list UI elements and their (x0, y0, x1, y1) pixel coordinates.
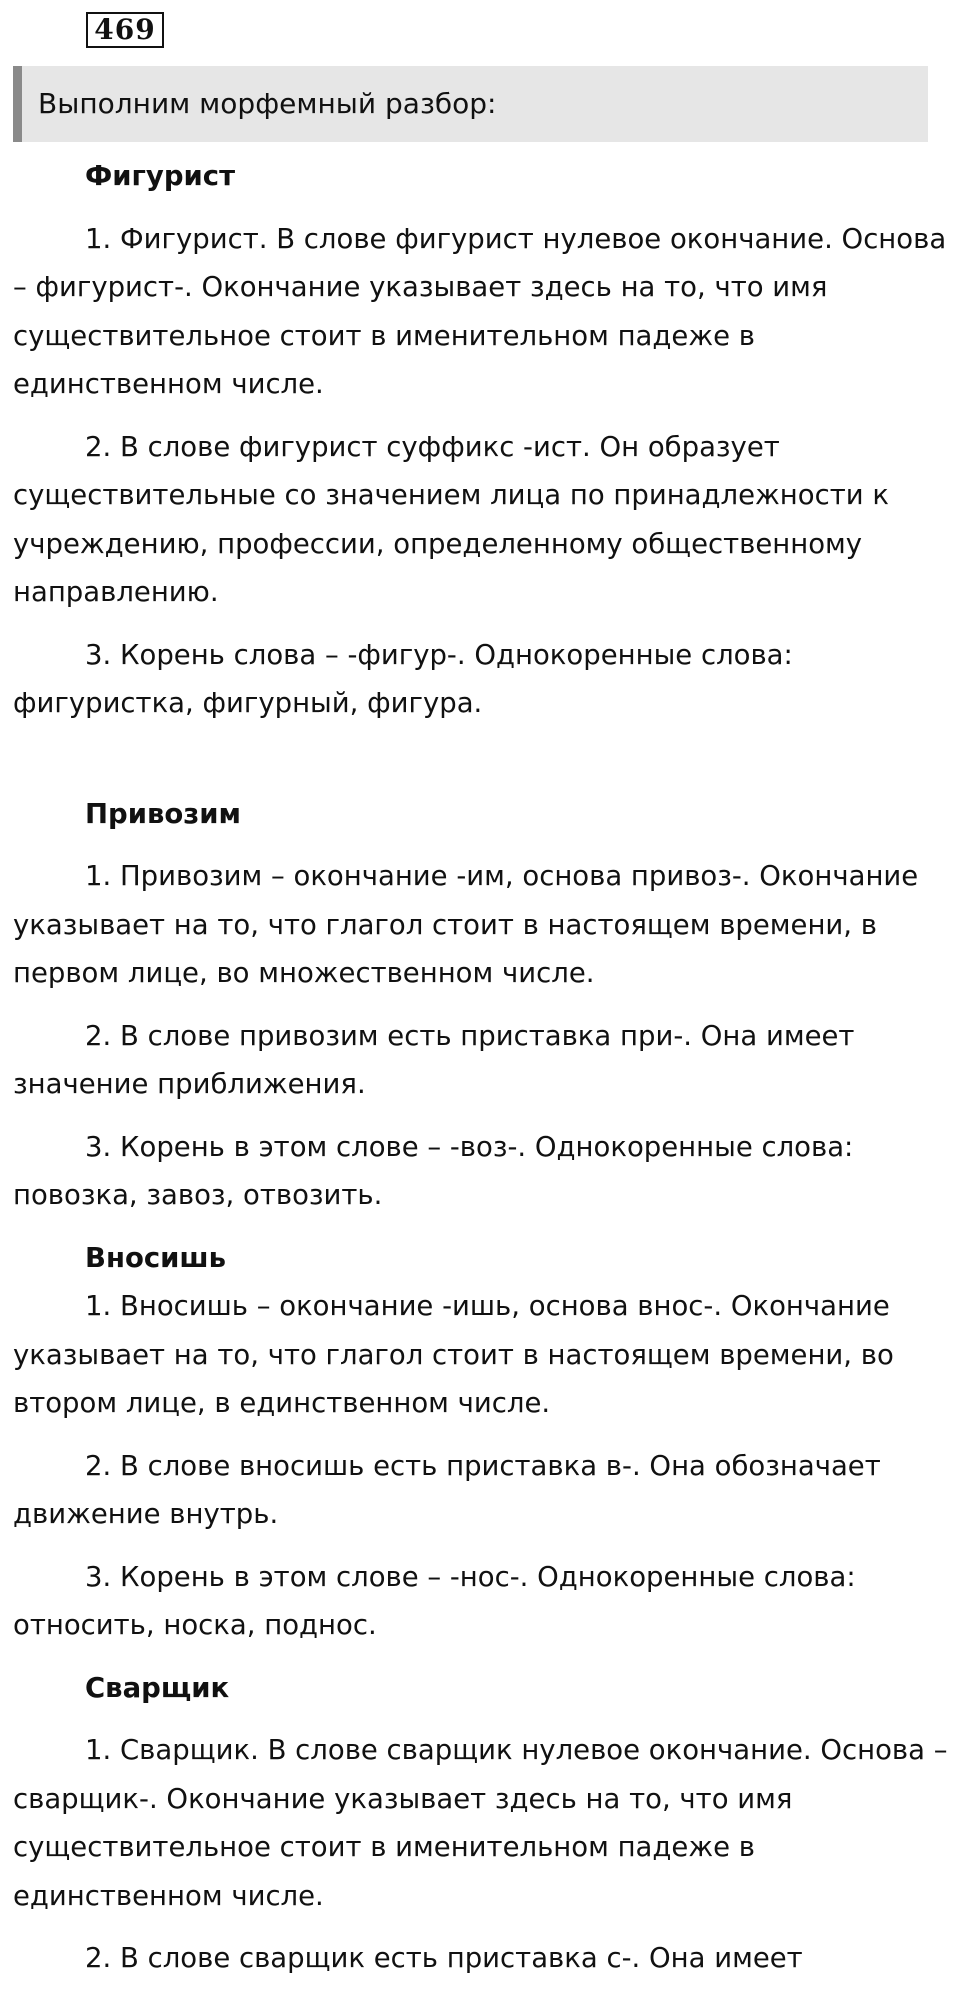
intro-text: Выполним морфемный разбор: (38, 87, 497, 120)
section-title: Сварщик (85, 1671, 230, 1704)
paragraph: 2. В слове привозим есть приставка при-. Она имеет значение приближения. (13, 1019, 855, 1100)
intro-banner (13, 66, 928, 142)
section-title: Вносишь (85, 1241, 227, 1274)
section-svarshchik (13, 1664, 948, 1983)
paragraph: 1. Сварщик. В слове сварщик нулевое окончание. Основа – сварщик-. Окончание указывает здесь на то, что имя существительное стоит в именительном падеже в единственном числе. (13, 1734, 948, 1912)
section-figurist (13, 152, 948, 728)
task-number: 469 (86, 12, 164, 48)
paragraph: 1. Вносишь – окончание -ишь, основа внос-. Окончание указывает на то, что глагол стоит в настоящем времени, во втором лице, в единственном числе. (13, 1290, 894, 1419)
paragraph: 3. Корень слова – -фигур-. Однокоренные слова: фигуристка, фигурный, фигура. (13, 638, 793, 719)
paragraph: 3. Корень в этом слове – -нос-. Однокоренные слова: относить, носка, поднос. (13, 1560, 856, 1641)
section-title: Фигурист (85, 160, 236, 192)
paragraph: 2. В слове вносишь есть приставка в-. Она обозначает движение внутрь. (13, 1449, 881, 1530)
paragraph: 3. Корень в этом слове – -воз-. Однокоренные слова: повозка, завоз, отвозить. (13, 1130, 854, 1211)
paragraph: 2. В слове сварщик есть приставка с-. Она имеет (85, 1942, 803, 1974)
section-title: Привозим (85, 797, 241, 830)
main-content (13, 152, 948, 1983)
section-privozim (13, 790, 948, 1220)
section-vnosish (13, 1234, 948, 1650)
paragraph: 2. В слове фигурист суффикс -ист. Он образует существительные со значением лица по принадлежности к учреждению, профессии, определенному общественному направлению. (13, 430, 889, 608)
paragraph: 1. Привозим – окончание -им, основа привоз-. Окончание указывает на то, что глагол стоит в настоящем времени, в первом лице, во множественном числе. (13, 860, 919, 989)
paragraph: 1. Фигурист. В слове фигурист нулевое окончание. Основа – фигурист-. Окончание указывает здесь на то, что имя существительное стоит в именительном падеже в единственном числе. (13, 222, 947, 400)
